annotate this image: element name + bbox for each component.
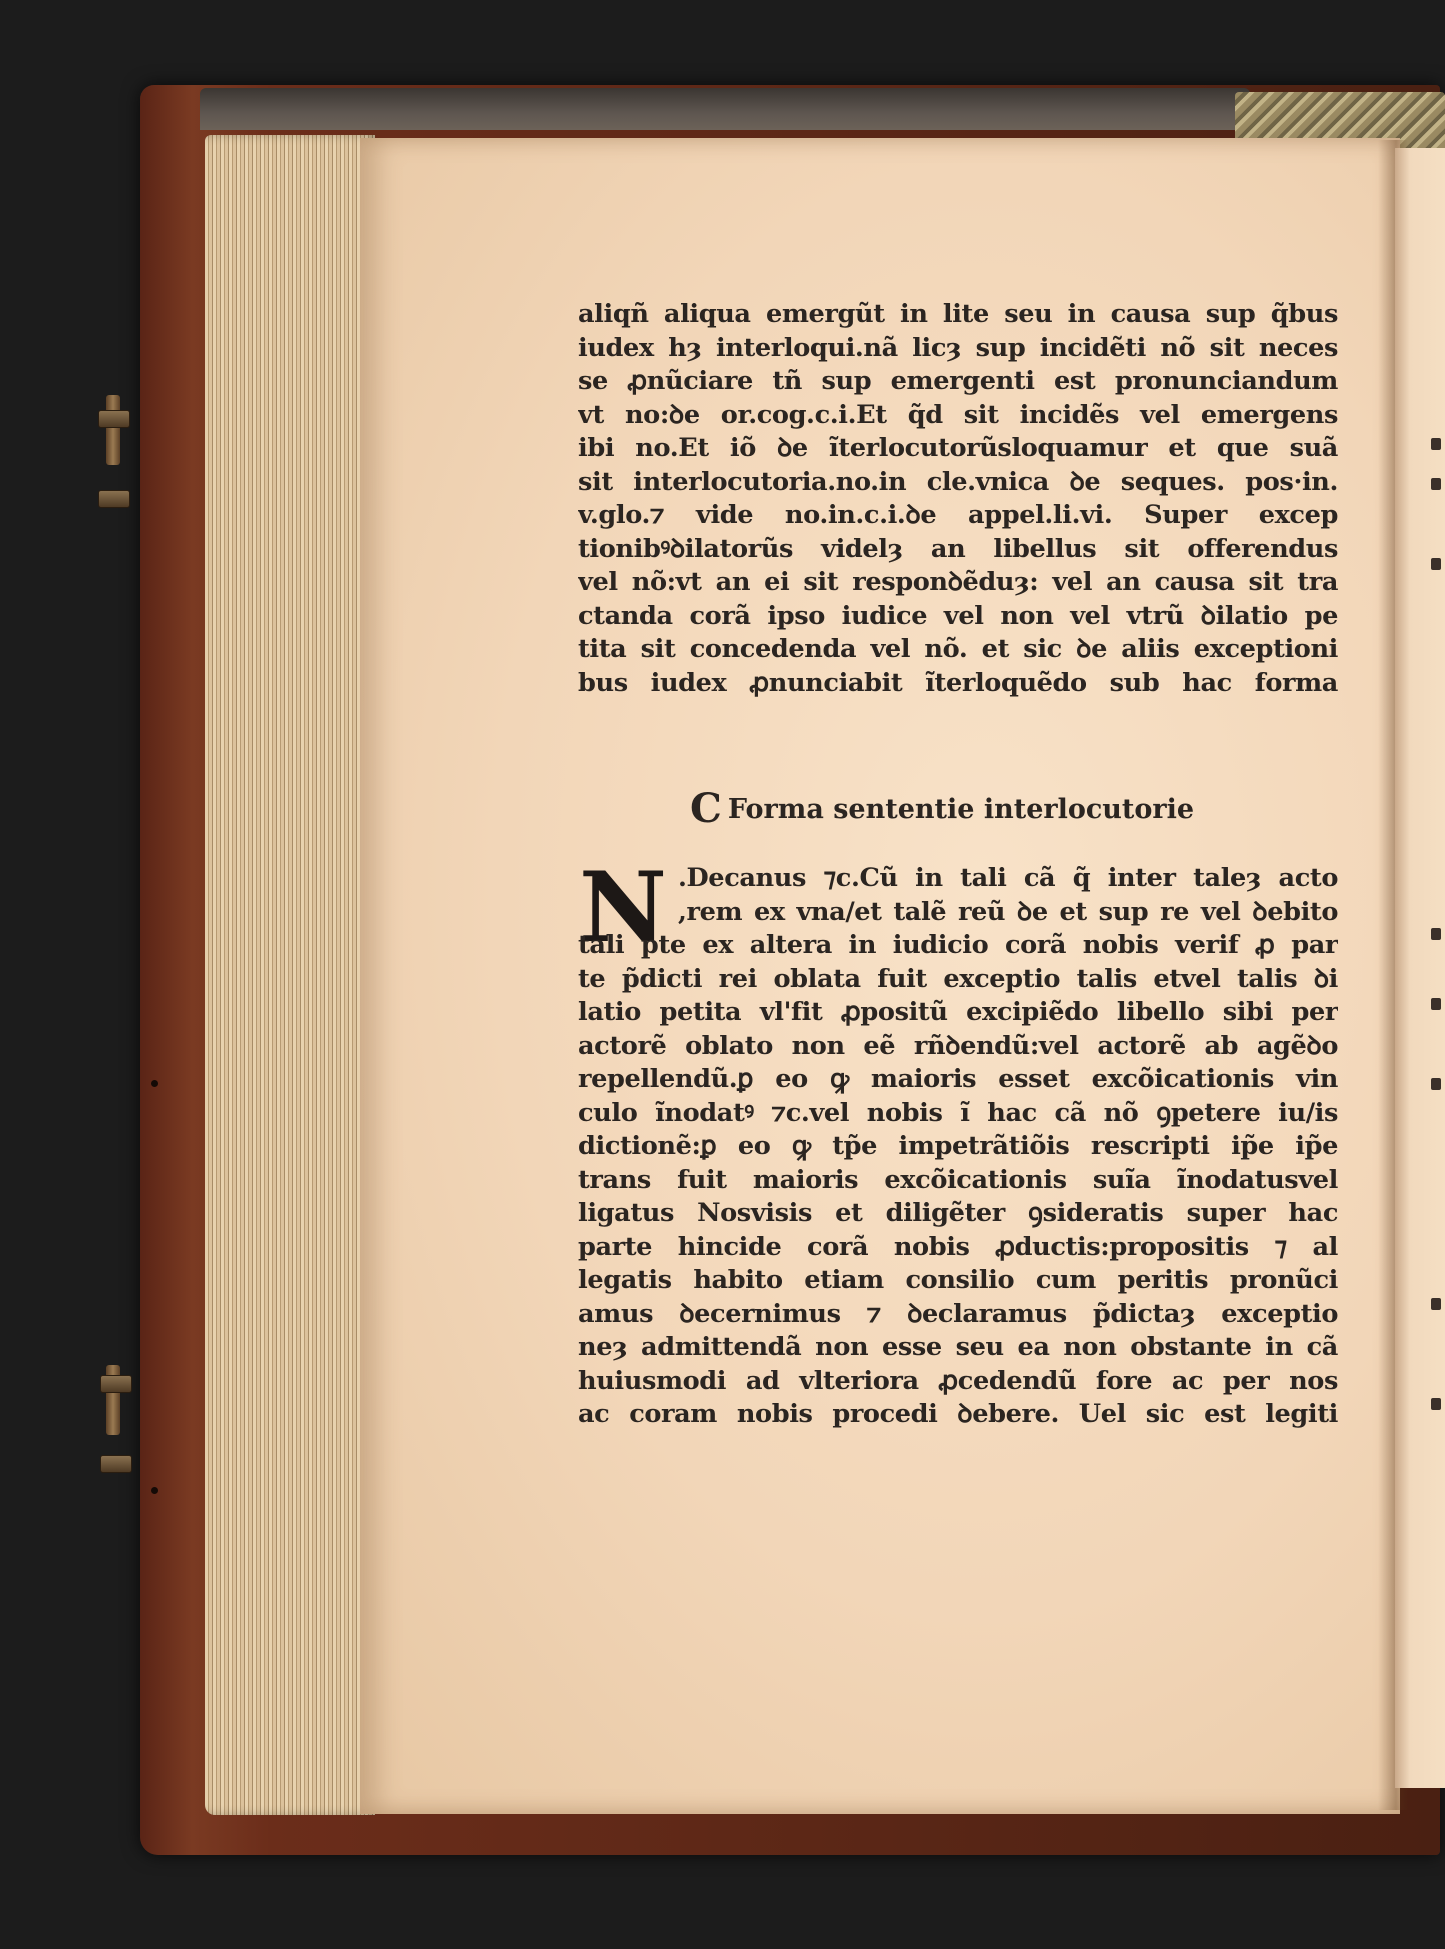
text-line: ctanda corã ipso iudice vel non vel vtrũ ꝺilatio pe [578, 600, 1338, 631]
text-line: bus iudex ꝓnunciabit ĩterloquẽdo sub hac forma [578, 667, 1338, 698]
text-line: se ꝓnũciare tñ sup emergenti est pronunciandum [578, 366, 1338, 396]
text-line: ac coram nobis procedi ꝺebere. Uel sic est legiti [578, 1399, 1338, 1429]
right-page-text-fragment [1431, 928, 1441, 940]
text-line: tali pte ex altera in iudicio corã nobis verif ꝓ par [578, 930, 1338, 960]
drop-cap-initial: N [579, 851, 667, 964]
text-line: ibi no.Et iõ ꝺe ĩterlocutorũsloquamur et que suã [578, 433, 1338, 463]
right-page [1395, 148, 1445, 1788]
text-line: amus ꝺecernimus ⁊ ꝺeclaramus p̃dictaȝ exceptio [578, 1298, 1338, 1329]
section-heading [690, 785, 1210, 832]
text-line: tita sit concedenda vel nõ. et sic ꝺe aliis exceptioni [578, 634, 1338, 664]
text-line: repellendũ.ꝑ eo ꝙ maioris esset excõicationis vin [578, 1064, 1338, 1094]
binding-nail [151, 1080, 158, 1087]
paragraph-2 [578, 851, 1338, 1432]
right-page-text-fragment [1431, 478, 1441, 490]
text-line: ,rem ex vna/et talẽ reũ ꝺe et sup re vel ꝺebito [678, 896, 1338, 927]
text-line: v.glo.⁊ vide no.in.c.i.ꝺe appel.li.vi. Super excep [578, 500, 1338, 530]
clasp-bottom-lower [100, 1455, 132, 1473]
text-line: dictionẽ:ꝑ eo ꝙ tp̃e impetrãtiõis rescripti ip̃e ip̃e [578, 1131, 1338, 1161]
text-line: tionibꝰꝺilatorũs videlȝ an libellus sit offerendus [578, 533, 1338, 564]
text-line: iudex hȝ interloqui.nã licȝ sup incidẽti nõ sit neces [578, 332, 1338, 363]
text-line: vt no:ꝺe or.cog.c.i.Et q̃d sit incidẽs vel emergens [578, 399, 1338, 430]
paragraph-1 [578, 298, 1338, 700]
text-line: sit interlocutoria.no.in cle.vnica ꝺe seques. pos·in. [578, 466, 1338, 497]
text-line: huiusmodi ad vlteriora ꝓcedendũ fore ac per nos [578, 1365, 1338, 1396]
heading-text: Forma sententie interlocutorie [727, 794, 1195, 825]
text-line: actorẽ oblato non eẽ rñꝺendũ:vel actorẽ ab agẽꝺo [578, 1030, 1338, 1061]
clasp-hinge-top [106, 395, 120, 465]
right-page-text-fragment [1431, 1078, 1441, 1090]
text-line: neȝ admittendã non esse seu ea non obstante in cã [578, 1332, 1338, 1362]
text-line: latio petita vl'fit ꝓpositũ excipiẽdo libello sibi per [578, 997, 1338, 1027]
page-stack-edges [205, 135, 375, 1815]
right-page-text-fragment [1431, 1398, 1441, 1410]
right-page-text-fragment [1431, 1298, 1441, 1310]
text-line: parte hincide corã nobis ꝓductis:propositis ⁊ al [578, 1231, 1338, 1262]
right-page-text-fragment [1431, 558, 1441, 570]
clasp-bottom [100, 1375, 132, 1393]
text-line: trans fuit maioris excõicationis suĩa ĩnodatusvel [578, 1164, 1338, 1195]
right-page-text-fragment [1431, 998, 1441, 1010]
text-line: legatis habito etiam consilio cum peritis pronũci [578, 1265, 1338, 1295]
text-line: vel nõ:vt an ei sit responꝺẽduȝ: vel an causa sit tra [578, 567, 1338, 597]
text-line: aliqñ aliqua emergũt in lite seu in causa sup q̃bus [578, 299, 1338, 329]
book-cover-top [200, 88, 1250, 130]
right-page-text-fragment [1431, 438, 1441, 450]
text-line: .Decanus ⁊c.Cũ in tali cã q̃ inter taleȝ acto [678, 863, 1338, 893]
clasp-top [98, 410, 130, 428]
text-line: te p̃dicti rei oblata fuit exceptio talis etvel talis ꝺi [578, 963, 1338, 994]
pilcrow-mark: C [690, 785, 722, 832]
clasp-top-lower [98, 490, 130, 508]
binding-nail [151, 1487, 158, 1494]
text-line: ligatus Nosvisis et diligẽter ꝯsideratis super hac [578, 1198, 1338, 1228]
text-line: culo ĩnodatꝰ ⁊c.vel nobis ĩ hac cã nõ ꝯpetere iu/is [578, 1097, 1338, 1128]
